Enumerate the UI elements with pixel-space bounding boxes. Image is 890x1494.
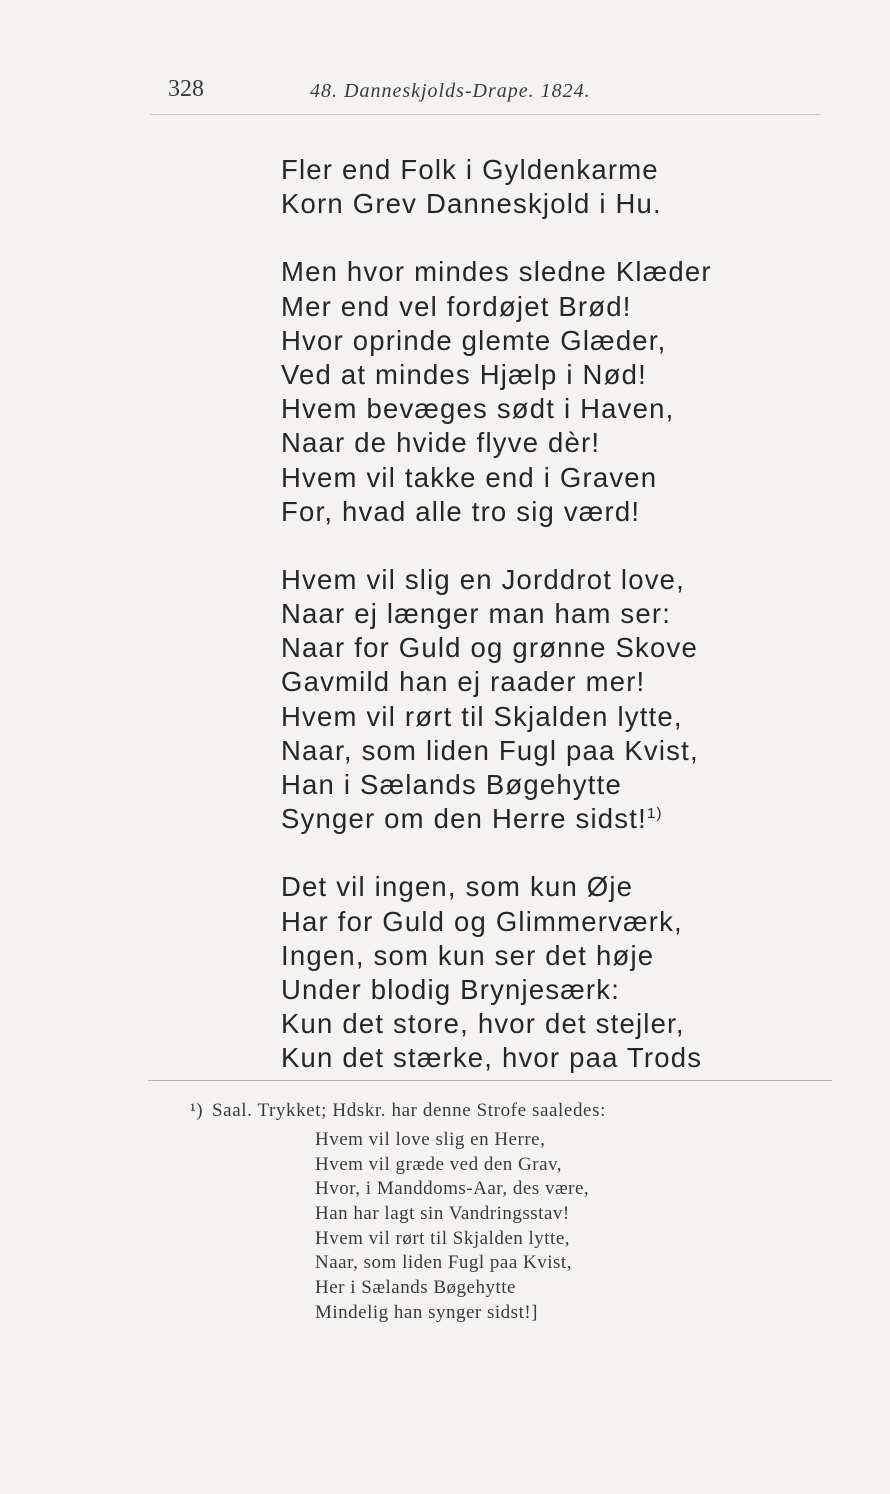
poem-line: Kun det store, hvor det stejler, (281, 1008, 685, 1040)
poem-line: Men hvor mindes sledne Klæder (281, 256, 712, 288)
footnote-line: Han har lagt sin Vandringsstav! (315, 1203, 570, 1225)
footnote-variant-stanza (315, 1128, 810, 1326)
footnote-line: Hvem vil love slig en Herre, (315, 1129, 546, 1150)
footnote-marker: ¹) (190, 1100, 204, 1121)
poem-line: Under blodig Brynjesærk: (281, 973, 621, 1005)
poem-line: Har for Guld og Glimmerværk, (281, 905, 683, 937)
poem-line: Kun det stærke, hvor paa Trods (281, 1042, 703, 1074)
poem-line: Ingen, som kun ser det høje (281, 939, 655, 971)
header-rule (150, 114, 820, 115)
footnote-line: Hvor, i Manddoms-Aar, des være, (315, 1178, 590, 1200)
footnote-reference: 1) (646, 805, 663, 823)
poem-line: Hvem vil rørt til Skjalden lytte, (281, 700, 683, 732)
poem-line: Gavmild han ej raader mer! (281, 666, 646, 698)
poem-line: Hvem vil slig en Jorddrot love, (281, 563, 686, 595)
footnote-line: Her i Sælands Bøgehytte (315, 1277, 516, 1299)
footnote-line: Naar, som liden Fugl paa Kvist, (315, 1252, 572, 1274)
poem-line: Hvor oprinde glemte Glæder, (281, 324, 667, 356)
poem-line: For, hvad alle tro sig værd! (281, 495, 641, 527)
poem-line: Det vil ingen, som kun Øje (281, 871, 634, 903)
footnote-rule (148, 1080, 832, 1081)
stanza-2 (281, 255, 781, 529)
page-number: 328 (168, 76, 204, 102)
footnote-line: Hvem vil græde ved den Grav, (315, 1153, 563, 1175)
footnote-line: Hvem vil rørt til Skjalden lytte, (315, 1227, 571, 1249)
poem-line: Naar de hvide flyve dèr! (281, 427, 601, 459)
footnote (190, 1098, 810, 1326)
poem-line: Han i Sælands Bøgehytte (281, 769, 622, 800)
footnote-intro (190, 1098, 810, 1124)
page-header (168, 76, 788, 112)
poem-line: Naar, som liden Fugl paa Kvist, (281, 734, 699, 766)
poem-line: Naar ej længer man ham ser: (281, 598, 672, 630)
poem-line: Hvem bevæges sødt i Haven, (281, 393, 675, 425)
stanza-4 (281, 870, 781, 1075)
footnote-intro-text: Saal. Trykket; Hdskr. har denne Strofe saaledes: (212, 1100, 606, 1121)
footnote-line: Mindelig han synger sidst!] (315, 1301, 539, 1323)
poem-line: Naar for Guld og grønne Skove (281, 632, 698, 664)
poem-line: Hvem vil takke end i Graven (281, 461, 658, 493)
poem-line: Mer end vel fordøjet Brød! (281, 290, 632, 322)
stanza-3 (281, 563, 781, 837)
poem-line: Ved at mindes Hjælp i Nød! (281, 358, 647, 390)
poem-line: Fler end Folk i Gyldenkarme (281, 154, 659, 185)
poem-line-text: Synger om den Herre sidst! (281, 803, 647, 835)
poem-body (281, 153, 781, 1110)
stanza-1 (281, 153, 781, 221)
running-title: 48. Danneskjolds-Drape. 1824. (310, 80, 591, 102)
poem-line: Korn Grev Danneskjold i Hu. (281, 188, 662, 220)
poem-line-with-note (281, 802, 781, 836)
